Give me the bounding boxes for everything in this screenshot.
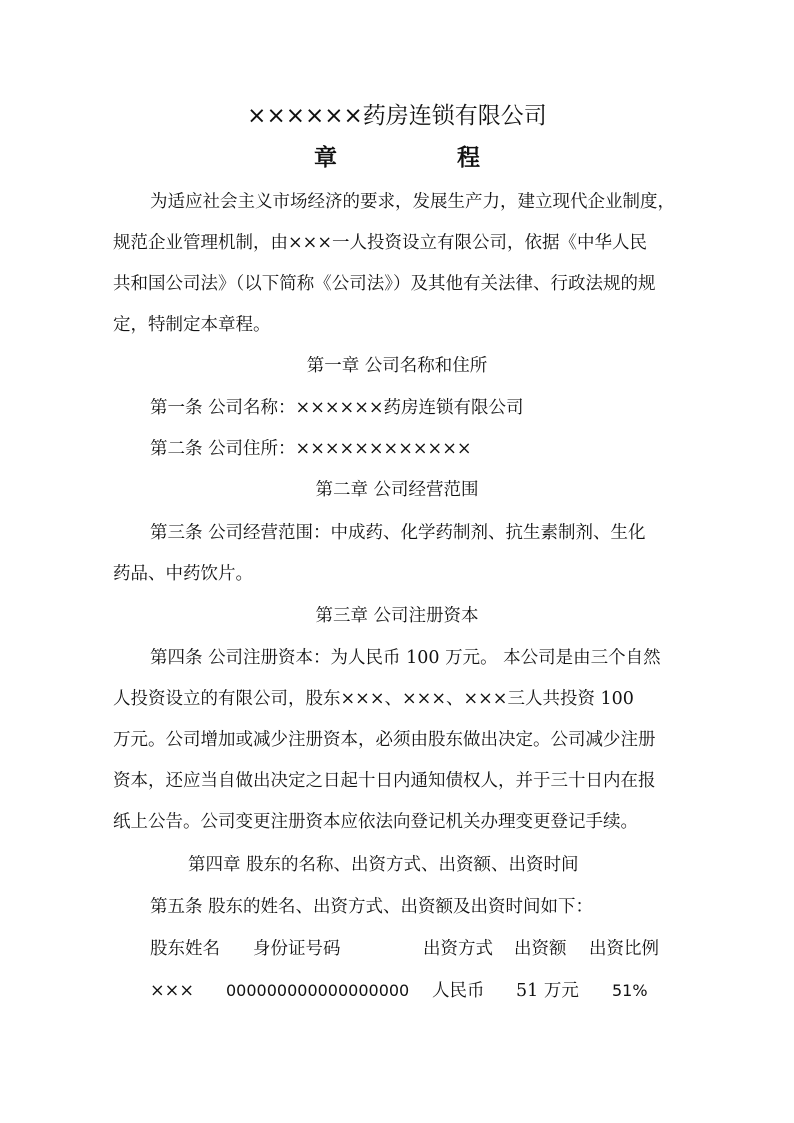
article-line: 第四条 公司注册资本：为人民币 100 万元。 本公司是由三个自然 — [150, 648, 661, 668]
chapter-heading: 第三章 公司注册资本 — [315, 606, 479, 626]
chapter-heading: 第四章 股东的名称、出资方式、出资额、出资时间 — [188, 855, 579, 875]
article-line: 药品、中药饮片。 — [113, 564, 253, 584]
article-line: 纸上公告。公司变更注册资本应依法向登记机关办理变更登记手续。 — [113, 812, 638, 832]
table-cell: 51% — [612, 981, 648, 1000]
table-cell: 000000000000000000 — [226, 981, 410, 1000]
article-line: 第三条 公司经营范围：中成药、化学药制剂、抗生素制剂、生化 — [150, 523, 646, 543]
article-line: 资本，还应当自做出决定之日起十日内通知债权人，并于三十日内在报 — [113, 771, 656, 791]
table-cell: 51 万元 — [516, 981, 579, 1001]
table-header-cell: 出资比例 — [589, 939, 659, 959]
article-line: 万元。公司增加或减少注册资本，必须由股东做出决定。公司减少注册 — [113, 730, 656, 750]
intro-line: 规范企业管理机制，由×××一人投资设立有限公司，依据《中华人民 — [113, 233, 647, 253]
article-line: 第五条 股东的姓名、出资方式、出资额及出资时间如下： — [150, 897, 594, 917]
table-cell: 人民币 — [432, 981, 485, 1001]
article-line: 第二条 公司住所：×××××××××××× — [150, 439, 472, 459]
article-line: 人投资设立的有限公司，股东×××、×××、×××三人共投资 100 — [113, 689, 634, 709]
table-header-cell: 出资方式 — [423, 939, 493, 959]
subtitle-char-1: 章 — [314, 145, 337, 171]
table-header-cell: 身份证号码 — [253, 939, 341, 959]
chapter-heading: 第二章 公司经营范围 — [315, 480, 479, 500]
article-line: 第一条 公司名称：××××××药房连锁有限公司 — [150, 398, 524, 418]
table-header-cell: 出资额 — [514, 939, 567, 959]
table-cell: ××× — [150, 981, 194, 1001]
intro-line: 共和国公司法》（以下简称《公司法》）及其他有关法律、行政法规的规 — [113, 274, 656, 294]
table-header-cell: 股东姓名 — [150, 939, 220, 959]
chapter-heading: 第一章 公司名称和住所 — [306, 356, 488, 376]
document-subtitle — [0, 142, 794, 174]
document-title: ××××××药房连锁有限公司 — [247, 103, 547, 129]
intro-line: 为适应社会主义市场经济的要求，发展生产力，建立现代企业制度， — [150, 192, 675, 212]
intro-line: 定，特制定本章程。 — [113, 315, 271, 335]
subtitle-char-2: 程 — [457, 145, 480, 171]
